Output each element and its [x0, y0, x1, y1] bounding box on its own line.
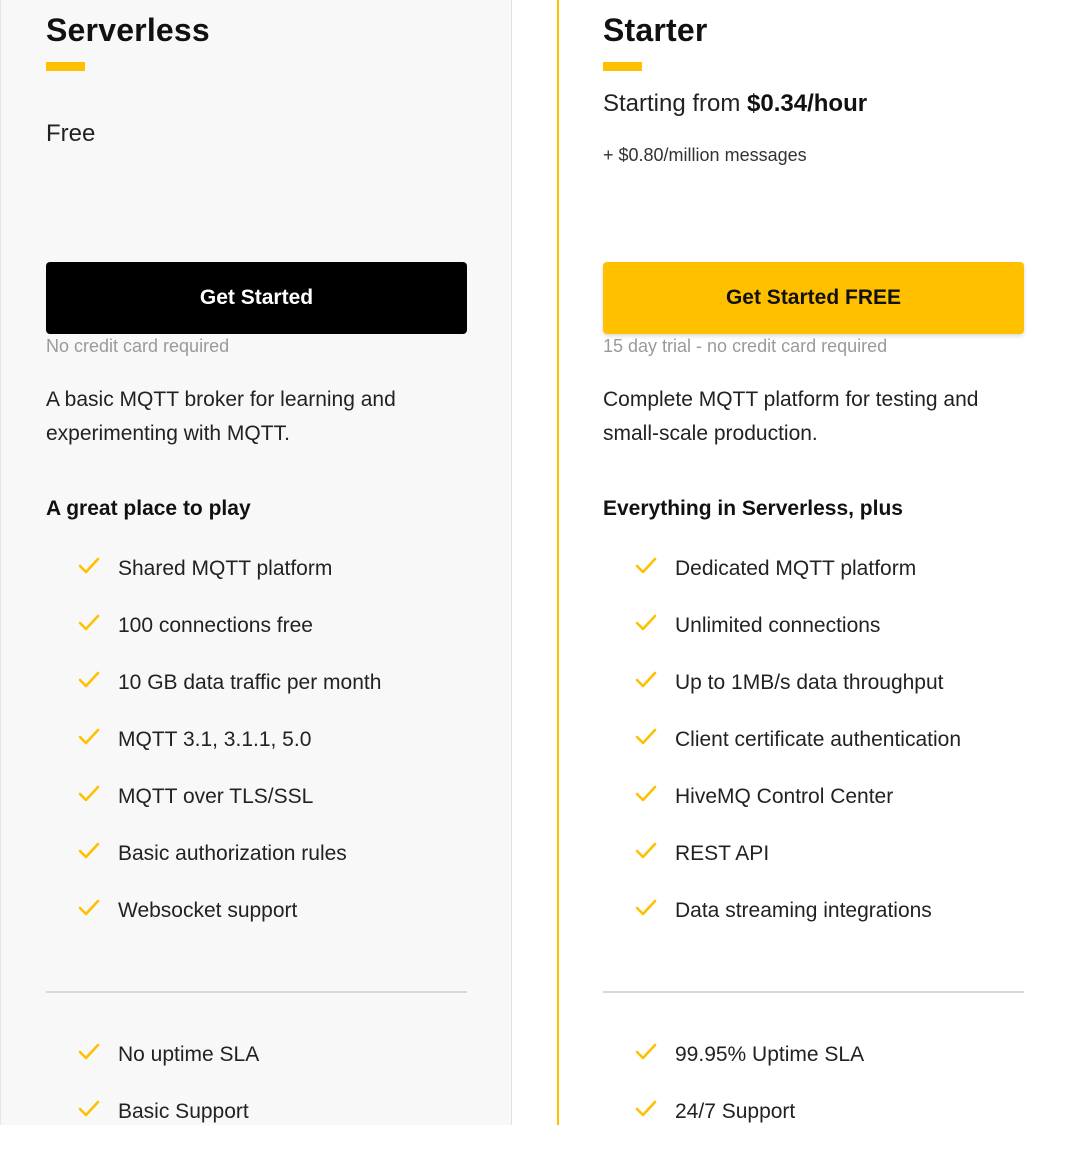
feature-label: Data streaming integrations	[675, 899, 932, 922]
extra-label: 99.95% Uptime SLA	[675, 1043, 865, 1066]
check-icon	[635, 551, 675, 587]
feature-item	[78, 608, 381, 665]
features-heading: A great place to play	[46, 497, 251, 520]
feature-item	[78, 722, 381, 779]
feature-item	[635, 779, 961, 836]
feature-label: 10 GB data traffic per month	[118, 671, 382, 694]
feature-label: Unlimited connections	[675, 614, 881, 637]
check-icon	[635, 722, 675, 758]
plan-card-serverless	[46, 0, 467, 1125]
plan-card-starter	[603, 0, 1024, 1125]
feature-list	[635, 551, 961, 950]
check-icon	[78, 665, 118, 701]
check-icon	[78, 893, 118, 929]
feature-label: HiveMQ Control Center	[675, 785, 894, 808]
extra-label: No uptime SLA	[118, 1043, 260, 1066]
feature-list	[78, 551, 381, 950]
feature-item	[635, 665, 961, 722]
check-icon	[78, 779, 118, 815]
extra-label: Basic Support	[118, 1100, 249, 1123]
price-prefix: Starting from	[603, 90, 748, 117]
check-icon	[635, 608, 675, 644]
get-started-button[interactable]: Get Started	[46, 262, 467, 334]
feature-label: MQTT 3.1, 3.1.1, 5.0	[118, 728, 312, 751]
title-accent-bar	[46, 62, 85, 71]
plan-description: A basic MQTT broker for learning and experimenting with MQTT.	[46, 388, 396, 445]
plan-price	[603, 90, 867, 118]
feature-label: 100 connections free	[118, 614, 313, 637]
get-started-free-button[interactable]: Get Started FREE	[603, 262, 1024, 334]
feature-item	[635, 836, 961, 893]
section-divider	[46, 991, 467, 993]
extras-list	[635, 1037, 864, 1151]
feature-label: Shared MQTT platform	[118, 557, 333, 580]
feature-label: Dedicated MQTT platform	[675, 557, 917, 580]
check-icon	[78, 836, 118, 872]
title-accent-bar	[603, 62, 642, 71]
extra-label: 24/7 Support	[675, 1100, 796, 1123]
section-divider	[603, 991, 1024, 993]
check-icon	[635, 779, 675, 815]
feature-label: Client certificate authentication	[675, 728, 961, 751]
feature-label: REST API	[675, 842, 770, 865]
cta-note: No credit card required	[46, 336, 230, 356]
feature-item	[635, 893, 961, 950]
feature-item	[78, 779, 381, 836]
feature-label: Websocket support	[118, 899, 298, 922]
plan-title: Serverless	[46, 12, 210, 48]
check-icon	[78, 722, 118, 758]
feature-item	[635, 608, 961, 665]
price-addon: + $0.80/million messages	[603, 145, 807, 165]
plan-title: Starter	[603, 12, 708, 48]
feature-item	[78, 836, 381, 893]
extra-item	[635, 1037, 864, 1094]
feature-item	[78, 893, 381, 950]
check-icon	[78, 551, 118, 587]
extras-list	[78, 1037, 259, 1151]
starter-card-accent-border	[557, 0, 559, 1125]
extra-item	[635, 1094, 864, 1151]
feature-label: Up to 1MB/s data throughput	[675, 671, 944, 694]
extra-item	[78, 1037, 259, 1094]
check-icon	[635, 1037, 675, 1073]
feature-label: Basic authorization rules	[118, 842, 347, 865]
feature-item	[78, 665, 381, 722]
feature-item	[78, 551, 381, 608]
check-icon	[78, 608, 118, 644]
feature-item	[635, 551, 961, 608]
feature-item	[635, 722, 961, 779]
panel-edge	[0, 0, 1, 1125]
cta-note: 15 day trial - no credit card required	[603, 336, 888, 356]
plan-price: Free	[46, 120, 96, 147]
check-icon	[635, 665, 675, 701]
check-icon	[78, 1037, 118, 1073]
feature-label: MQTT over TLS/SSL	[118, 785, 314, 808]
check-icon	[635, 836, 675, 872]
extra-item	[78, 1094, 259, 1151]
features-heading: Everything in Serverless, plus	[603, 497, 903, 520]
plan-description: Complete MQTT platform for testing and small-scale production.	[603, 388, 979, 445]
price-value: $0.34/hour	[747, 90, 868, 117]
check-icon	[635, 893, 675, 929]
